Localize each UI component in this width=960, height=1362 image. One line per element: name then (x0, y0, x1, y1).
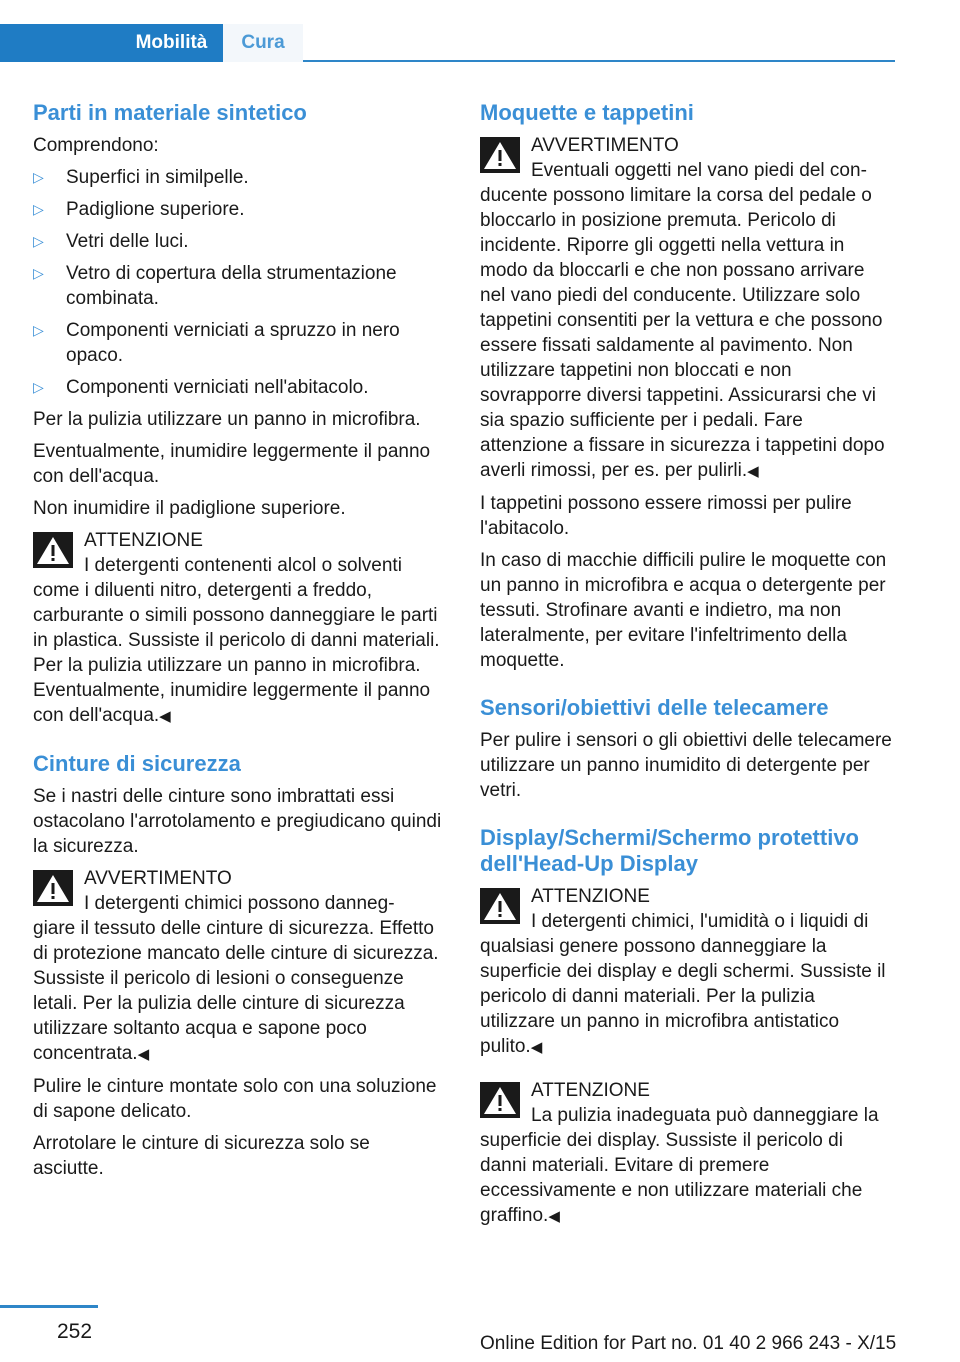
paragraph: In caso di macchie difficili pulire le moquette con un panno in microfibra e acqua o detergente per tessuti. Strofinare avanti e indietro, ma non lateralmente, per evitare l'infeltrimento della moquette. (480, 550, 887, 671)
notice-title: ATTENZIONE (84, 530, 203, 551)
paragraph: Non inumidire il padiglione superiore. (33, 498, 346, 519)
notice-title: AVVERTIMENTO (531, 135, 679, 156)
list-item: ▷ Vetro di copertura della strumentazione combinata. (33, 263, 397, 309)
heading-seat-belts: Cinture di sicurezza (33, 751, 241, 776)
paragraph: Arrotolare le cinture di sicurezza solo se asciutte. (33, 1133, 370, 1179)
list-item: ▷ Padiglione superiore. (33, 199, 245, 220)
notice-body: giare il tessuto delle cinture di sicurezza. Effetto di protezione mancato delle cinture di sicurezza. Sussiste il pericolo di lesioni o conseguenze letali. Per la pulizia delle cinture di sicurezza utilizzare soltanto acqua e sapone poco concentrata. (33, 918, 439, 1064)
caution-notice (33, 528, 445, 729)
notice-title: ATTENZIONE (531, 1080, 650, 1101)
edition-footer: Online Edition for Part no. 01 40 2 966 243 - X/15 (480, 1333, 897, 1354)
end-mark-icon: ◀ (159, 708, 171, 725)
page-number: 252 (57, 1320, 93, 1343)
paragraph: Pulire le cinture montate solo con una soluzione di sapone delicato. (33, 1076, 437, 1122)
page-number-bar (0, 1305, 98, 1308)
triangle-bullet-icon: ▷ (33, 201, 44, 217)
notice-body: ducente possono limitare la corsa del pedale o bloccarlo in posizione premuta. Pericolo di incidente. Riporre gli oggetti nella vettura in modo da bloccarli e che non possano arrivare nel vano piedi del conducente. Utilizzare solo tappetini consentiti per la vettura e che possono essere fissati saldamente al pavimento. Non utilizzare tappetini non bloccati e non sovrapporre diversi tappetini. Assicurarsi che vi sia spazio sufficiente per i pedali. Fare attenzione a fissare in sicurezza i tappetini dopo averli rimossi, per es. per pulirli. (480, 185, 885, 481)
paragraph: Per pulire i sensori o gli obiettivi delle telecamere utilizzare un panno inumidito di detergente per vetri. (480, 730, 892, 801)
heading-display: Display/Schermi/Schermo protettivo dell'Head-Up Display (480, 825, 859, 876)
end-mark-icon: ◀ (548, 1208, 560, 1225)
triangle-bullet-icon: ▷ (33, 233, 44, 249)
warning-triangle-icon (480, 888, 520, 924)
notice-first-line: Eventuali oggetti nel vano piedi del con- (531, 160, 867, 181)
notice-first-line: La pulizia inadeguata può danneggiare la (531, 1105, 879, 1126)
notice-first-line: I detergenti chimici possono danneg- (84, 893, 395, 914)
warning-triangle-icon (33, 870, 73, 906)
caution-notice (480, 1078, 892, 1229)
warning-triangle-icon (480, 1082, 520, 1118)
triangle-bullet-icon: ▷ (33, 169, 44, 185)
heading-carpets: Moquette e tappetini (480, 100, 694, 125)
list-item: ▷ Vetri delle luci. (33, 231, 189, 252)
left-column (33, 100, 445, 1188)
notice-first-line: I detergenti contenenti alcol o solventi (84, 555, 402, 576)
right-column (480, 100, 892, 1236)
paragraph: Per la pulizia utilizzare un panno in microfibra. (33, 409, 421, 430)
end-mark-icon: ◀ (530, 1039, 543, 1056)
list-item: ▷ Componenti verniciati nell'abitacolo. (33, 377, 369, 398)
synthetic-parts-list (33, 165, 445, 400)
end-mark-icon: ◀ (137, 1046, 150, 1063)
heading-camera-sensors: Sensori/obiettivi delle telecamere (480, 695, 829, 720)
notice-title: ATTENZIONE (531, 886, 650, 907)
tab-cura[interactable]: Cura (223, 24, 303, 62)
caution-notice (480, 884, 892, 1060)
heading-synthetic-parts: Parti in materiale sintetico (33, 100, 307, 125)
intro-text: Comprendono: (33, 135, 159, 156)
notice-first-line: I detergenti chimici, l'umidità o i liquidi di (531, 911, 869, 932)
tab-mobilita[interactable]: Mobilità (120, 24, 223, 62)
notice-body: superficie dei display. Sussiste il pericolo di danni materiali. Evitare di premere eccessivamente e non utilizzare materiali che graffino. (480, 1130, 863, 1226)
list-item: ▷ Componenti verniciati a spruzzo in nero opaco. (33, 320, 400, 366)
notice-body: come i diluenti nitro, detergenti a freddo, carburante o simili possono danneggiare le parti in plastica. Sussiste il pericolo di danni materiali. Per la pulizia utilizzare un panno in microfibra. Eventualmente, inumidire leggermente il panno con dell'acqua. (33, 580, 440, 726)
warning-notice (33, 866, 445, 1067)
header-bar (0, 24, 895, 62)
notice-body: qualsiasi genere possono danneggiare la superficie dei display e degli schermi. Sussiste il pericolo di danni materiali. Per la pulizia utilizzare un panno in microfibra antistatico pulito. (480, 936, 886, 1057)
end-mark-icon: ◀ (747, 463, 759, 480)
paragraph: Eventualmente, inumidire leggermente il panno con dell'acqua. (33, 441, 431, 487)
warning-triangle-icon (33, 532, 73, 568)
triangle-bullet-icon: ▷ (33, 379, 44, 395)
triangle-bullet-icon: ▷ (33, 265, 44, 281)
header-accent-block (0, 24, 120, 62)
paragraph: I tappetini possono essere rimossi per pulire l'abitacolo. (480, 493, 852, 539)
list-item: ▷ Superfici in similpelle. (33, 167, 249, 188)
warning-notice (480, 133, 892, 484)
paragraph: Se i nastri delle cinture sono imbrattati essi ostacolano l'arrotolamento e pregiudicano quindi la sicurezza. (33, 786, 442, 857)
warning-triangle-icon (480, 137, 520, 173)
triangle-bullet-icon: ▷ (33, 322, 44, 338)
notice-title: AVVERTIMENTO (84, 868, 232, 889)
